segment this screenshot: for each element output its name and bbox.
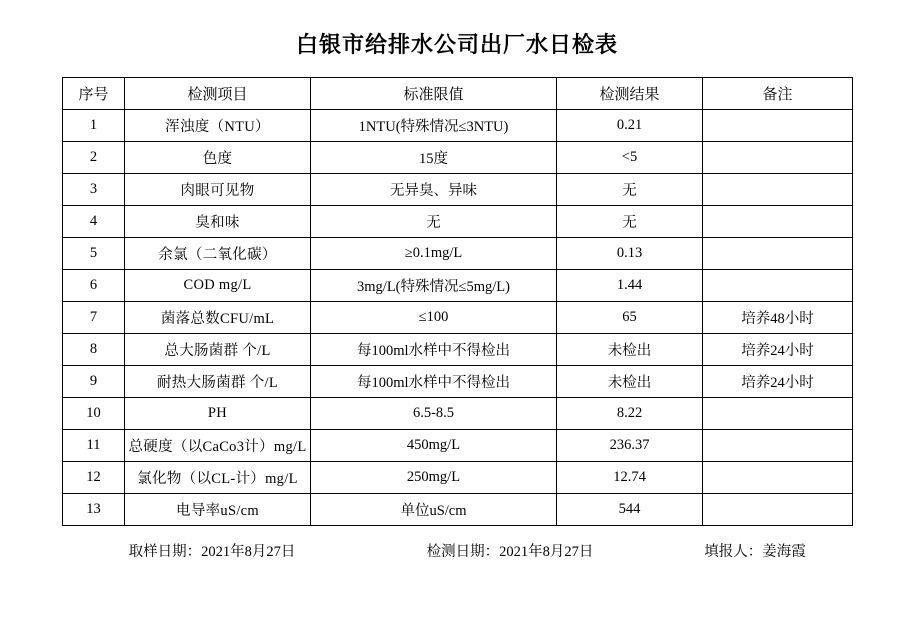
cell-no: 6 (63, 270, 125, 302)
cell-result: 236.37 (557, 430, 703, 462)
cell-note (703, 142, 853, 174)
cell-std: ≥0.1mg/L (311, 238, 557, 270)
table-row (63, 366, 853, 398)
cell-note: 培养24小时 (703, 334, 853, 366)
cell-note: 培养24小时 (703, 366, 853, 398)
cell-std: 3mg/L(特殊情况≤5mg/L) (311, 270, 557, 302)
table-row (63, 238, 853, 270)
cell-item: 臭和味 (125, 206, 311, 238)
cell-no: 4 (63, 206, 125, 238)
cell-result: 1.44 (557, 270, 703, 302)
sample-date-label: 取样日期： (128, 544, 202, 560)
table-body (63, 110, 853, 526)
cell-note (703, 206, 853, 238)
cell-std: 250mg/L (311, 462, 557, 494)
cell-result: 无 (557, 174, 703, 206)
cell-item: 电导率uS/cm (125, 494, 311, 526)
cell-item: PH (125, 398, 311, 430)
cell-std: 单位uS/cm (311, 494, 557, 526)
cell-result: 0.21 (557, 110, 703, 142)
cell-no: 9 (63, 366, 125, 398)
cell-result: 0.13 (557, 238, 703, 270)
filler-name: 姜海霞 (762, 544, 806, 560)
cell-result: 未检出 (557, 334, 703, 366)
cell-std: 无异臭、异味 (311, 174, 557, 206)
cell-note (703, 494, 853, 526)
cell-std: 6.5-8.5 (311, 398, 557, 430)
cell-std: 每100ml水样中不得检出 (311, 334, 557, 366)
table-row (63, 270, 853, 302)
cell-note (703, 110, 853, 142)
cell-no: 2 (63, 142, 125, 174)
table-row (63, 174, 853, 206)
table-row (63, 462, 853, 494)
cell-no: 13 (63, 494, 125, 526)
cell-note (703, 270, 853, 302)
cell-no: 8 (63, 334, 125, 366)
cell-std: 15度 (311, 142, 557, 174)
cell-item: 耐热大肠菌群 个/L (125, 366, 311, 398)
cell-no: 10 (63, 398, 125, 430)
cell-item: 总大肠菌群 个/L (125, 334, 311, 366)
daily-inspection-table (62, 77, 853, 526)
cell-no: 5 (63, 238, 125, 270)
filler-label: 填报人： (704, 544, 763, 560)
filler-block (658, 540, 852, 561)
table-row (63, 398, 853, 430)
column-header-result: 检测结果 (557, 78, 703, 110)
cell-std: 每100ml水样中不得检出 (311, 366, 557, 398)
test-date-label: 检测日期： (426, 544, 500, 560)
cell-note (703, 398, 853, 430)
column-header-note: 备注 (703, 78, 853, 110)
cell-no: 12 (63, 462, 125, 494)
cell-result: 无 (557, 206, 703, 238)
cell-result: <5 (557, 142, 703, 174)
cell-std: 无 (311, 206, 557, 238)
sample-date-block (62, 540, 362, 561)
cell-item: 菌落总数CFU/mL (125, 302, 311, 334)
cell-note: 培养48小时 (703, 302, 853, 334)
cell-std: 1NTU(特殊情况≤3NTU) (311, 110, 557, 142)
cell-result: 65 (557, 302, 703, 334)
cell-no: 11 (63, 430, 125, 462)
cell-item: 肉眼可见物 (125, 174, 311, 206)
cell-result: 未检出 (557, 366, 703, 398)
column-header-item: 检测项目 (125, 78, 311, 110)
cell-item: COD mg/L (125, 270, 311, 302)
table-row (63, 334, 853, 366)
cell-item: 总硬度（以CaCo3计）mg/L (125, 430, 311, 462)
table-row (63, 494, 853, 526)
cell-note (703, 174, 853, 206)
cell-item: 氯化物（以CL-计）mg/L (125, 462, 311, 494)
cell-item: 余氯（二氧化碳） (125, 238, 311, 270)
report-table-wrapper (0, 77, 914, 526)
column-header-no: 序号 (63, 78, 125, 110)
cell-no: 1 (63, 110, 125, 142)
cell-item: 浑浊度（NTU） (125, 110, 311, 142)
table-header-row (63, 78, 853, 110)
cell-std: ≤100 (311, 302, 557, 334)
cell-item: 色度 (125, 142, 311, 174)
cell-no: 3 (63, 174, 125, 206)
cell-no: 7 (63, 302, 125, 334)
test-date-value: 2021年8月27日 (499, 544, 594, 560)
table-row (63, 302, 853, 334)
table-row (63, 206, 853, 238)
test-date-block (362, 540, 658, 561)
table-head (63, 78, 853, 110)
sample-date-value: 2021年8月27日 (201, 544, 296, 560)
table-row (63, 430, 853, 462)
cell-note (703, 430, 853, 462)
cell-result: 8.22 (557, 398, 703, 430)
table-row (63, 142, 853, 174)
cell-result: 12.74 (557, 462, 703, 494)
table-row (63, 110, 853, 142)
report-footer (0, 526, 914, 561)
cell-result: 544 (557, 494, 703, 526)
column-header-std: 标准限值 (311, 78, 557, 110)
cell-std: 450mg/L (311, 430, 557, 462)
cell-note (703, 238, 853, 270)
page-title: 白银市给排水公司出厂水日检表 (295, 32, 618, 57)
cell-note (703, 462, 853, 494)
